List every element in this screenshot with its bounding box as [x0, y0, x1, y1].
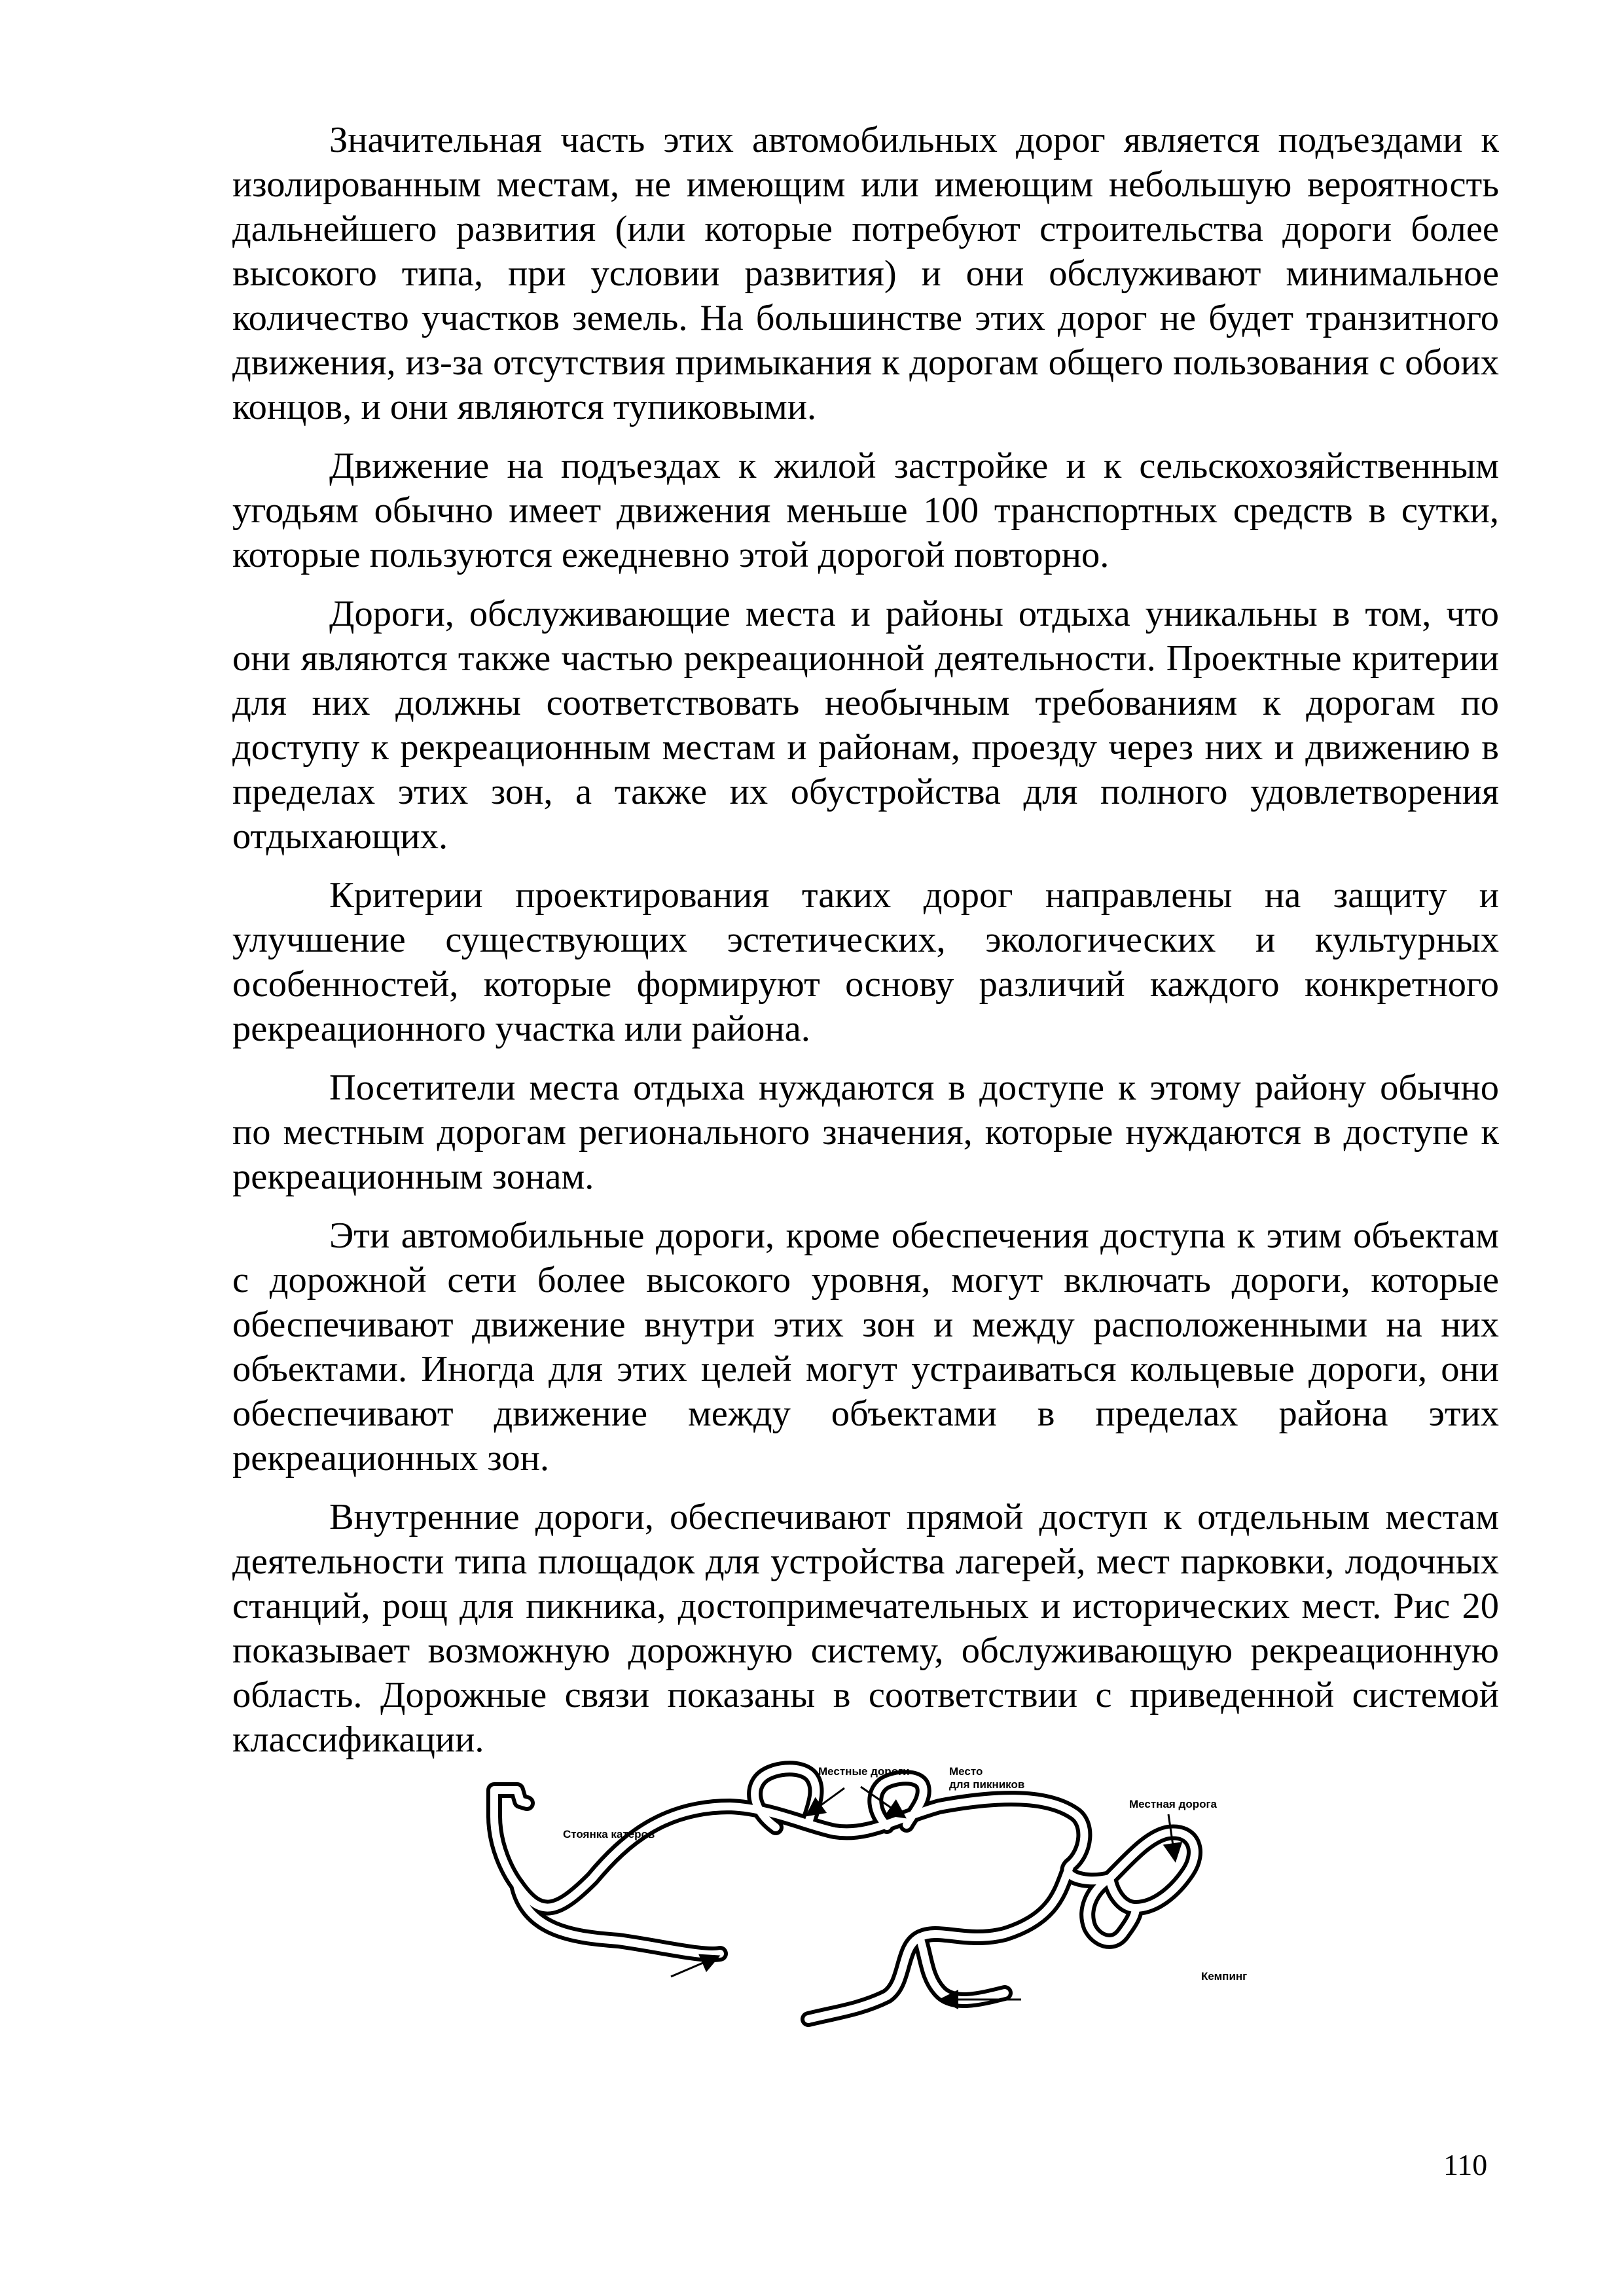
body-text [232, 118, 1499, 1776]
road-network-diagram [468, 1761, 1273, 2114]
paragraph-6: Эти автомобильные дороги, кроме обеспечения доступа к этим объектам с дорожной сети более высокого уровня, могут включать дороги, которые обеспечивают движение внутри этих зон и между расположенными на них объектами. Иногда для этих целей могут устраиваться кольцевые дороги, они обеспечивают движение между объектами в пределах района этих рекреационных зон. [232, 1215, 1499, 1479]
road-system-figure [468, 1761, 1273, 2114]
label-camping: Кемпинг [1201, 1970, 1248, 1982]
paragraph-3: Дороги, обслуживающие места и районы отдыха уникальны в том, что они являются также частью рекреационной деятельности. Проектные критерии для них должны соответствовать необычным требованиям к дорогам по доступу к рекреационным местам и районам, проезду через них и движению в пределах этих зон, а также их обустройства для полного удовлетворения отдыхающих. [232, 594, 1499, 857]
label-local-roads: Местные дороги [818, 1765, 910, 1778]
label-boat-station: Стоянка катеров [563, 1828, 655, 1840]
paragraph-7: Внутренние дороги, обеспечивают прямой доступ к отдельным местам деятельности типа площадок для устройства лагерей, мест парковки, лодочных станций, рощ для пикника, достопримечательных и исторических мест. Рис 20 показывает возможную дорожную систему, обслуживающую рекреационную область. Дорожные связи показаны в соответствии с приведенной системой классификации. [232, 1497, 1499, 1760]
label-picnic-line2: для пикников [949, 1778, 1025, 1791]
paragraph-5: Посетители места отдыха нуждаются в доступе к этому району обычно по местным дорогам регионального значения, которые нуждаются в доступе к рекреационным зонам. [232, 1067, 1499, 1197]
entry-branch [920, 1937, 1005, 2000]
main-loop-road-top [494, 1799, 1110, 1908]
paragraph-1: Значительная часть этих автомобильных дорог является подъездами к изолированным местам, не имеющим или имеющим небольшую вероятность дальнейшего развития (или которые потребуют строительства дороги более высокого типа, при условии развития) и они обслуживают минимальное количество участков земель. На большинстве этих дорог не будет транзитного движения, из-за отсутствия примыкания к дорогам общего пользования с обоих концов, и они являются тупиковыми. [232, 120, 1499, 427]
page-number: 110 [1443, 2148, 1488, 2181]
paragraph-4: Критерии проектирования таких дорог направлены на защиту и улучшение существующих эстетических, экологических и культурных особенностей, которые формируют основу различий каждого конкретного рекреационного участка или района. [232, 875, 1499, 1049]
label-local-road: Местная дорога [1129, 1798, 1218, 1810]
label-picnic-line1: Место [949, 1765, 983, 1778]
road-fill [494, 1768, 1195, 2019]
paragraph-2: Движение на подъездах к жилой застройке и к сельскохозяйственным угодьям обычно имеет движения меньше 100 транспортных средств в сутки, которые пользуются ежедневно этой дорогой повторно. [232, 446, 1499, 575]
